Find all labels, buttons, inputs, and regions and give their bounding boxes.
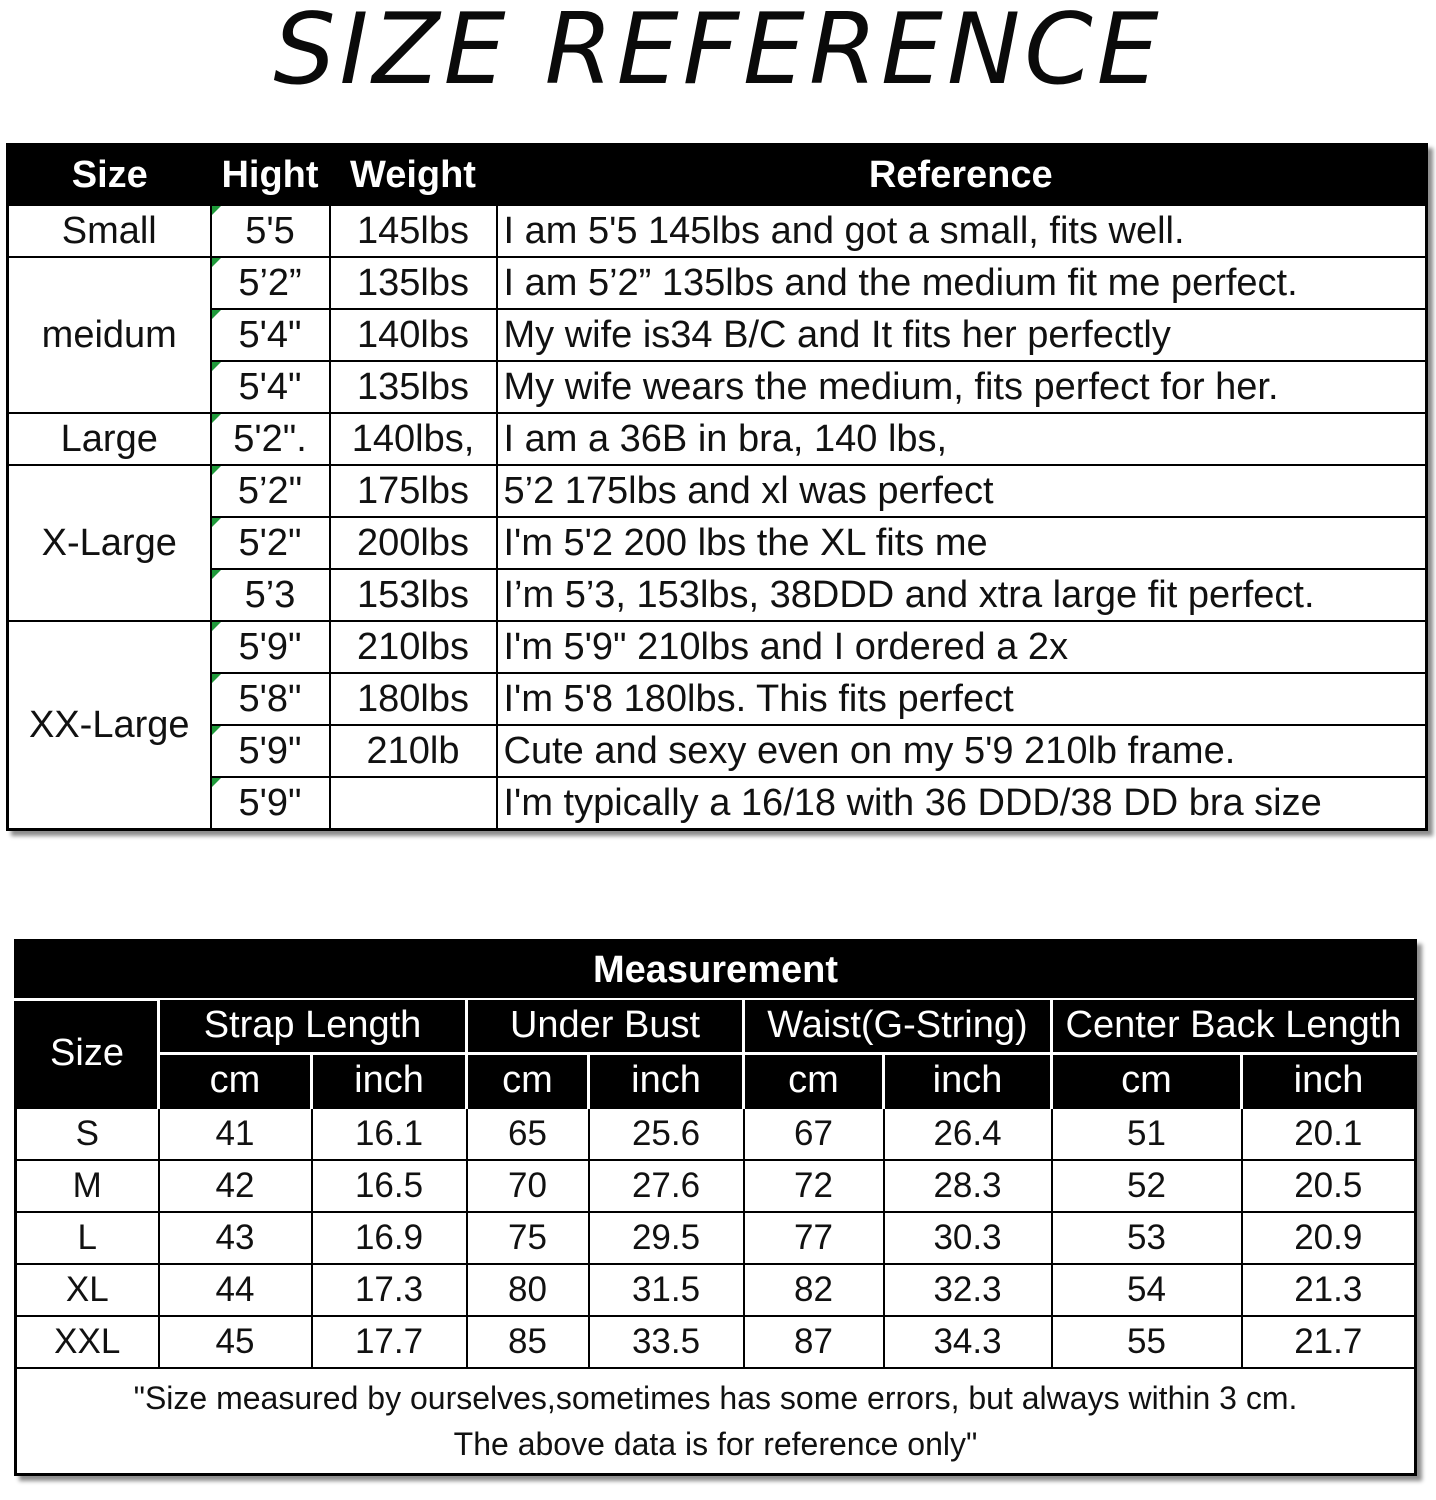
measurement-value-cell: 43 [159, 1212, 312, 1264]
reference-cell: I'm typically a 16/18 with 36 DDD/38 DD bra size [497, 777, 1427, 830]
measurement-title: Measurement [16, 941, 1416, 1000]
page-title: SIZE REFERENCE [273, 0, 1163, 107]
reference-row [8, 309, 1427, 361]
measurement-value-cell: 21.7 [1242, 1316, 1416, 1368]
unit-cm-header: cm [1052, 1053, 1242, 1108]
measurement-value-cell: 26.4 [884, 1108, 1052, 1160]
weight-header: Weight [330, 145, 497, 206]
weight-cell: 175lbs [330, 465, 497, 517]
size-cell: meidum [8, 257, 211, 413]
measurement-size-header: Size [16, 1000, 159, 1108]
weight-cell: 135lbs [330, 257, 497, 309]
measurement-value-cell: 82 [744, 1264, 884, 1316]
measurement-row [16, 1160, 1416, 1212]
reference-cell: I’m 5’3, 153lbs, 38DDD and xtra large fit perfect. [497, 569, 1427, 621]
height-cell: 5'2". [211, 413, 330, 465]
measurement-value-cell: 16.5 [312, 1160, 467, 1212]
unit-inch-header: inch [1242, 1053, 1416, 1108]
reference-row [8, 413, 1427, 465]
reference-cell: I am 5’2” 135lbs and the medium fit me perfect. [497, 257, 1427, 309]
height-cell: 5'9" [211, 621, 330, 673]
measurement-value-cell: 54 [1052, 1264, 1242, 1316]
measurement-value-cell: 20.9 [1242, 1212, 1416, 1264]
measurement-value-cell: 29.5 [589, 1212, 744, 1264]
measurement-value-cell: 55 [1052, 1316, 1242, 1368]
measurement-title-row [16, 941, 1416, 1000]
reference-row [8, 621, 1427, 673]
weight-cell: 145lbs [330, 205, 497, 257]
height-cell: 5'8" [211, 673, 330, 725]
reference-cell: Cute and sexy even on my 5'9 210lb frame. [497, 725, 1427, 777]
size-cell: X-Large [8, 465, 211, 621]
weight-cell [330, 777, 497, 830]
reference-row [8, 205, 1427, 257]
measurement-value-cell: 17.3 [312, 1264, 467, 1316]
height-header: Hight [211, 145, 330, 206]
height-cell: 5'9" [211, 725, 330, 777]
weight-cell: 210lbs [330, 621, 497, 673]
waist-header: Waist(G-String) [744, 1000, 1052, 1054]
measurement-value-cell: 67 [744, 1108, 884, 1160]
measurement-value-cell: 27.6 [589, 1160, 744, 1212]
measurement-value-cell: 16.9 [312, 1212, 467, 1264]
reference-row [8, 517, 1427, 569]
measurement-value-cell: 33.5 [589, 1316, 744, 1368]
measurement-value-cell: 31.5 [589, 1264, 744, 1316]
reference-row [8, 777, 1427, 830]
size-reference-table [6, 143, 1428, 831]
height-cell: 5'4" [211, 361, 330, 413]
unit-cm-header: cm [159, 1053, 312, 1108]
height-cell: 5’3 [211, 569, 330, 621]
measurement-value-cell: 21.3 [1242, 1264, 1416, 1316]
unit-inch-header: inch [312, 1053, 467, 1108]
measurement-note [16, 1368, 1416, 1475]
unit-inch-header: inch [589, 1053, 744, 1108]
measurement-table [14, 939, 1417, 1476]
reference-cell: I'm 5'9" 210lbs and I ordered a 2x [497, 621, 1427, 673]
weight-cell: 180lbs [330, 673, 497, 725]
measurement-group-row [16, 1000, 1416, 1054]
measurement-row [16, 1212, 1416, 1264]
measurement-value-cell: 72 [744, 1160, 884, 1212]
measurement-value-cell: 16.1 [312, 1108, 467, 1160]
height-cell: 5'2" [211, 517, 330, 569]
reference-row [8, 361, 1427, 413]
measurement-unit-row [16, 1053, 1416, 1108]
weight-cell: 135lbs [330, 361, 497, 413]
height-cell: 5'5 [211, 205, 330, 257]
note-row [16, 1368, 1416, 1475]
measurement-row [16, 1108, 1416, 1160]
measurement-value-cell: 42 [159, 1160, 312, 1212]
note-line-2: The above data is for reference only" [453, 1425, 978, 1462]
measurement-value-cell: 87 [744, 1316, 884, 1368]
reference-cell: I am a 36B in bra, 140 lbs, [497, 413, 1427, 465]
reference-header: Reference [497, 145, 1427, 206]
measurement-table-body [16, 1108, 1416, 1368]
note-line-1: "Size measured by ourselves,sometimes has some errors, but always within 3 cm. [133, 1379, 1298, 1416]
weight-cell: 140lbs, [330, 413, 497, 465]
measurement-value-cell: 70 [467, 1160, 589, 1212]
measurement-value-cell: 75 [467, 1212, 589, 1264]
reference-cell: My wife wears the medium, fits perfect for her. [497, 361, 1427, 413]
measurement-value-cell: 44 [159, 1264, 312, 1316]
measurement-value-cell: 53 [1052, 1212, 1242, 1264]
measurement-row [16, 1316, 1416, 1368]
measurement-size-cell: L [16, 1212, 159, 1264]
measurement-value-cell: 25.6 [589, 1108, 744, 1160]
measurement-value-cell: 77 [744, 1212, 884, 1264]
reference-row [8, 725, 1427, 777]
height-cell: 5'9" [211, 777, 330, 830]
unit-inch-header: inch [884, 1053, 1052, 1108]
measurement-value-cell: 80 [467, 1264, 589, 1316]
measurement-value-cell: 41 [159, 1108, 312, 1160]
size-cell: XX-Large [8, 621, 211, 830]
reference-cell: My wife is34 B/C and It fits her perfectly [497, 309, 1427, 361]
measurement-value-cell: 32.3 [884, 1264, 1052, 1316]
strap-length-header: Strap Length [159, 1000, 467, 1054]
reference-table-body [8, 205, 1427, 830]
height-cell: 5’2" [211, 465, 330, 517]
unit-cm-header: cm [744, 1053, 884, 1108]
height-cell: 5'4" [211, 309, 330, 361]
center-back-length-header: Center Back Length [1052, 1000, 1416, 1054]
measurement-value-cell: 20.1 [1242, 1108, 1416, 1160]
reference-row [8, 465, 1427, 517]
reference-cell: I'm 5'8 180lbs. This fits perfect [497, 673, 1427, 725]
measurement-value-cell: 20.5 [1242, 1160, 1416, 1212]
reference-cell: 5’2 175lbs and xl was perfect [497, 465, 1427, 517]
weight-cell: 200lbs [330, 517, 497, 569]
measurement-value-cell: 65 [467, 1108, 589, 1160]
unit-cm-header: cm [467, 1053, 589, 1108]
measurement-value-cell: 34.3 [884, 1316, 1052, 1368]
measurement-row [16, 1264, 1416, 1316]
size-header: Size [8, 145, 211, 206]
measurement-value-cell: 45 [159, 1316, 312, 1368]
height-cell: 5’2” [211, 257, 330, 309]
measurement-size-cell: M [16, 1160, 159, 1212]
size-cell: Large [8, 413, 211, 465]
weight-cell: 140lbs [330, 309, 497, 361]
measurement-value-cell: 17.7 [312, 1316, 467, 1368]
weight-cell: 153lbs [330, 569, 497, 621]
measurement-value-cell: 30.3 [884, 1212, 1052, 1264]
measurement-value-cell: 28.3 [884, 1160, 1052, 1212]
under-bust-header: Under Bust [467, 1000, 744, 1054]
reference-header-row [8, 145, 1427, 206]
measurement-size-cell: XL [16, 1264, 159, 1316]
reference-cell: I'm 5'2 200 lbs the XL fits me [497, 517, 1427, 569]
measurement-size-cell: S [16, 1108, 159, 1160]
measurement-value-cell: 52 [1052, 1160, 1242, 1212]
reference-row [8, 257, 1427, 309]
measurement-value-cell: 85 [467, 1316, 589, 1368]
measurement-value-cell: 51 [1052, 1108, 1242, 1160]
weight-cell: 210lb [330, 725, 497, 777]
reference-row [8, 673, 1427, 725]
reference-row [8, 569, 1427, 621]
size-cell: Small [8, 205, 211, 257]
reference-cell: I am 5'5 145lbs and got a small, fits well. [497, 205, 1427, 257]
measurement-size-cell: XXL [16, 1316, 159, 1368]
